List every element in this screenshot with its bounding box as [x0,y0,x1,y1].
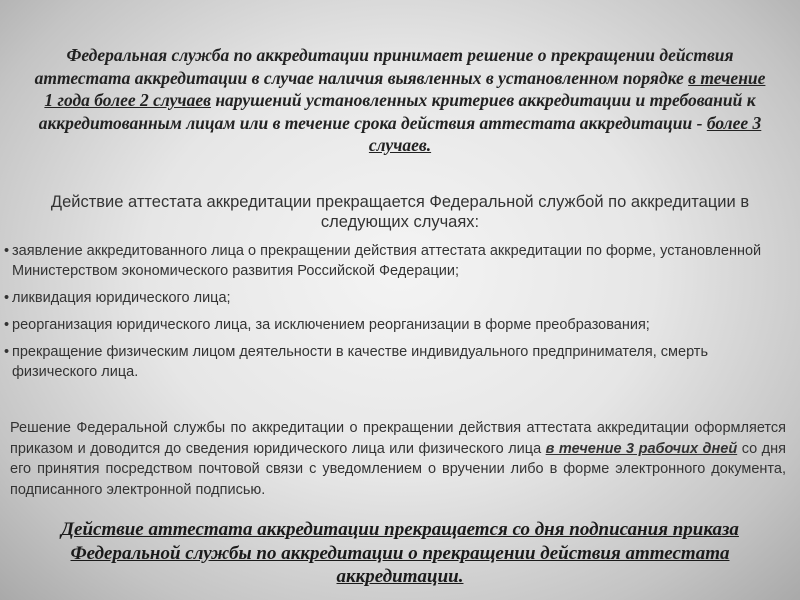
bullet-marker: • [4,344,10,360]
bullet-marker: • [4,290,10,306]
intro-text-2: нарушений установленных критериев аккредитации и требований к аккредитованным лицам или в течение срока действия аттестата аккредитации - [38,90,756,133]
decision-text-1: Решение Федеральной службы по аккредитации о прекращении действия аттестата аккредитации оформляется приказом и доводится до сведения юридического лица или физического лица [10,420,786,457]
decision-paragraph [10,418,786,500]
list-item [4,288,790,308]
lead-paragraph: Действие аттестата аккредитации прекращается Федеральной службой по аккредитации в следующих случаях: [50,193,750,231]
final-statement: Действие аттестата аккредитации прекращается со дня подписания приказа Федеральной службы по аккредитации о прекращении действия аттестата аккредитации. [61,519,739,587]
bullet-marker: • [4,243,10,259]
intro-paragraph [30,44,770,157]
list-item-text: заявление аккредитованного лица о прекращении действия аттестата аккредитации по форме, установленной Министерством экономического развития Российской Федерации; [12,243,762,279]
list-item-text: реорганизация юридического лица, за исключением реорганизации в форме преобразования; [12,317,650,333]
intro-text-1: Федеральная служба по аккредитации принимает решение о прекращении действия аттестата аккредитации в случае наличия выявленных в установленном порядке [34,45,734,88]
list-item [4,241,790,281]
bullet-list [4,241,790,389]
list-item-text: ликвидация юридического лица; [12,290,231,306]
list-item [4,315,790,335]
intro-emphasis-1: в течение 1 года более 2 случаев [44,67,766,110]
list-item-text: прекращение физическим лицом деятельности в качестве индивидуального предпринимателя, смерть физического лица. [12,344,709,380]
decision-emphasis: в течение 3 рабочих дней [545,440,738,457]
bullet-marker: • [4,317,10,333]
intro-emphasis-2: более 3 случаев. [368,112,762,155]
list-item [4,342,790,382]
decision-text-2: со дня его принятия посредством почтовой связи с уведомлением о вручении либо в форме электронного документа, подписанного электронной подписью. [10,440,787,498]
